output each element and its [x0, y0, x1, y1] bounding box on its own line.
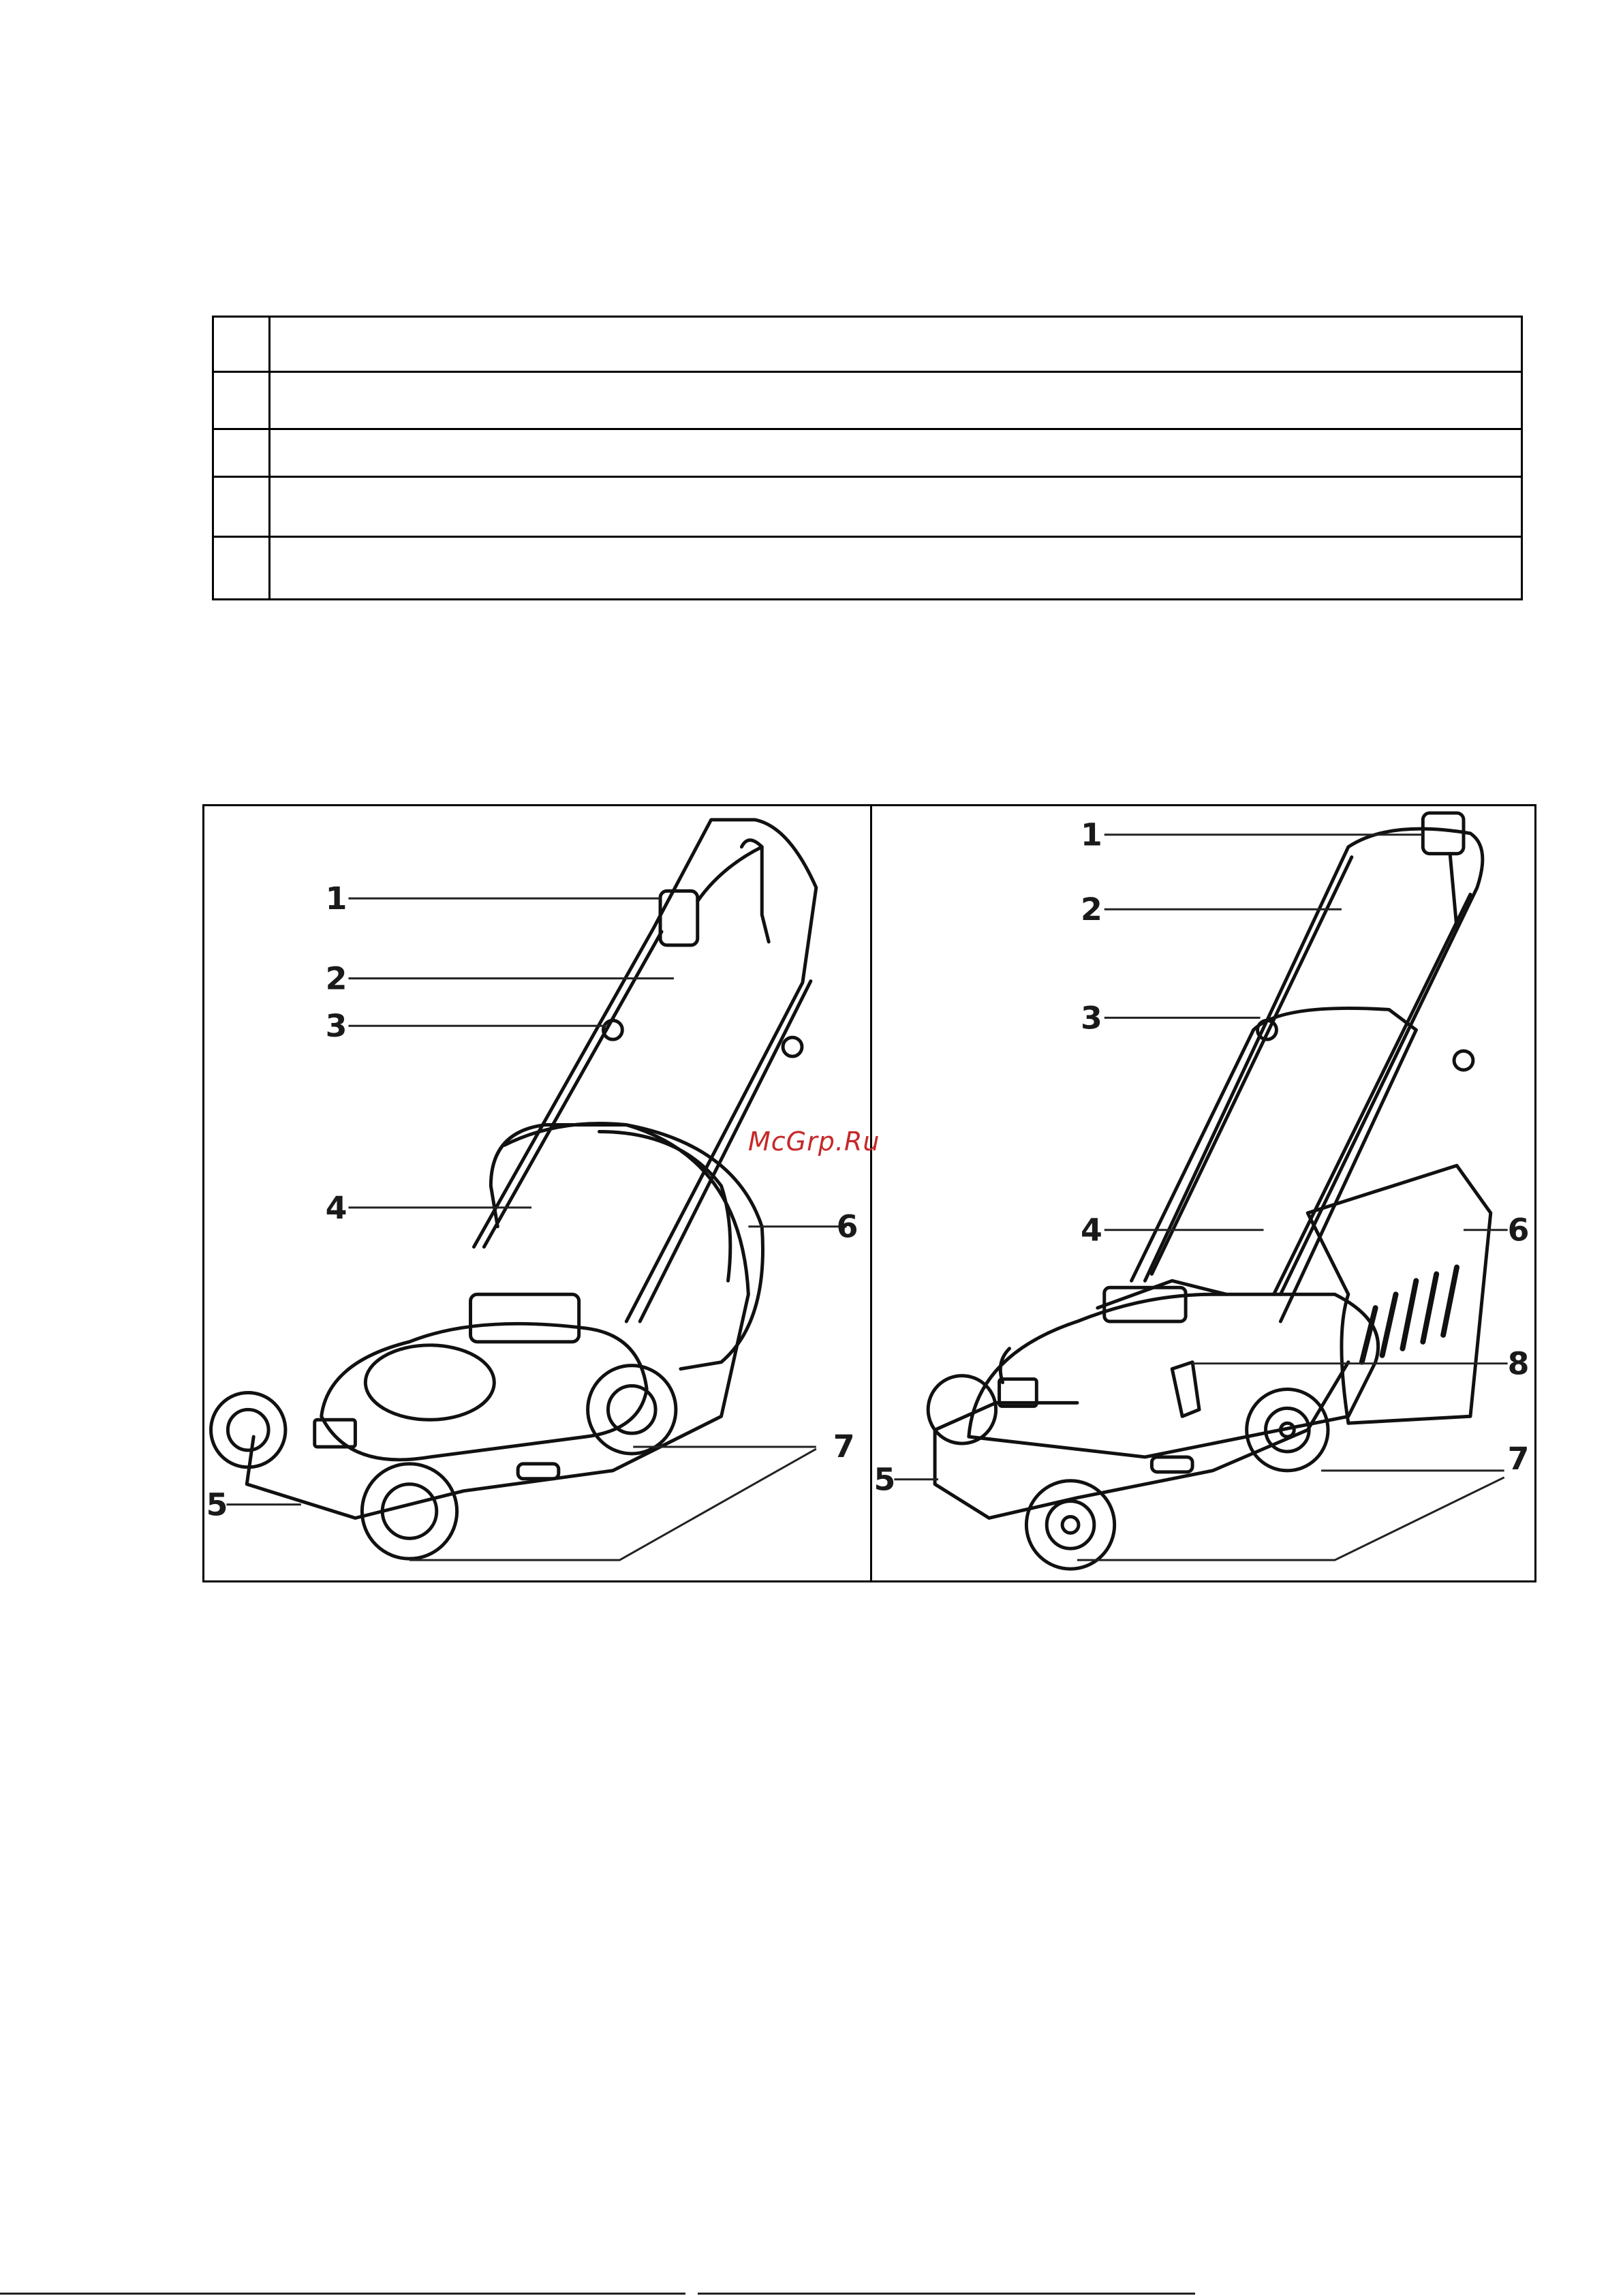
right-label-2: 2: [1080, 891, 1102, 928]
table-cell-text: [270, 372, 1522, 429]
table-row: [213, 317, 1522, 372]
left-label-2: 2: [325, 960, 347, 997]
table-cell-text: [270, 477, 1522, 537]
left-label-1: 1: [325, 881, 347, 917]
blank-table: [212, 316, 1523, 600]
table-row: [213, 429, 1522, 477]
right-label-7: 7: [1507, 1440, 1530, 1477]
table-cell-text: [270, 317, 1522, 372]
table-row: [213, 537, 1522, 600]
left-mower-illustration: [204, 806, 870, 1580]
right-mower-illustration: [872, 806, 1536, 1580]
left-label-3: 3: [325, 1008, 347, 1045]
watermark-text: McGrp.Ru: [748, 1127, 880, 1157]
table-cell-text: [270, 429, 1522, 477]
table-cell-number: [213, 372, 270, 429]
table-cell-number: [213, 429, 270, 477]
table-row: [213, 477, 1522, 537]
left-label-5: 5: [206, 1486, 228, 1523]
left-label-4: 4: [325, 1189, 347, 1226]
table-cell-text: [270, 537, 1522, 600]
table-cell-number: [213, 477, 270, 537]
right-label-1: 1: [1080, 816, 1102, 853]
table-cell-number: [213, 537, 270, 600]
left-label-6: 6: [836, 1208, 859, 1245]
right-label-8: 8: [1507, 1345, 1530, 1382]
bottom-rule: [698, 2293, 1195, 2295]
right-label-3: 3: [1080, 1000, 1102, 1037]
left-label-7: 7: [833, 1428, 855, 1465]
mower-figure: [202, 804, 1536, 1582]
bottom-rule: [0, 2293, 685, 2295]
right-label-6: 6: [1507, 1212, 1530, 1249]
right-label-5: 5: [874, 1461, 896, 1498]
table-cell-number: [213, 317, 270, 372]
table-row: [213, 372, 1522, 429]
right-label-4: 4: [1080, 1212, 1102, 1249]
